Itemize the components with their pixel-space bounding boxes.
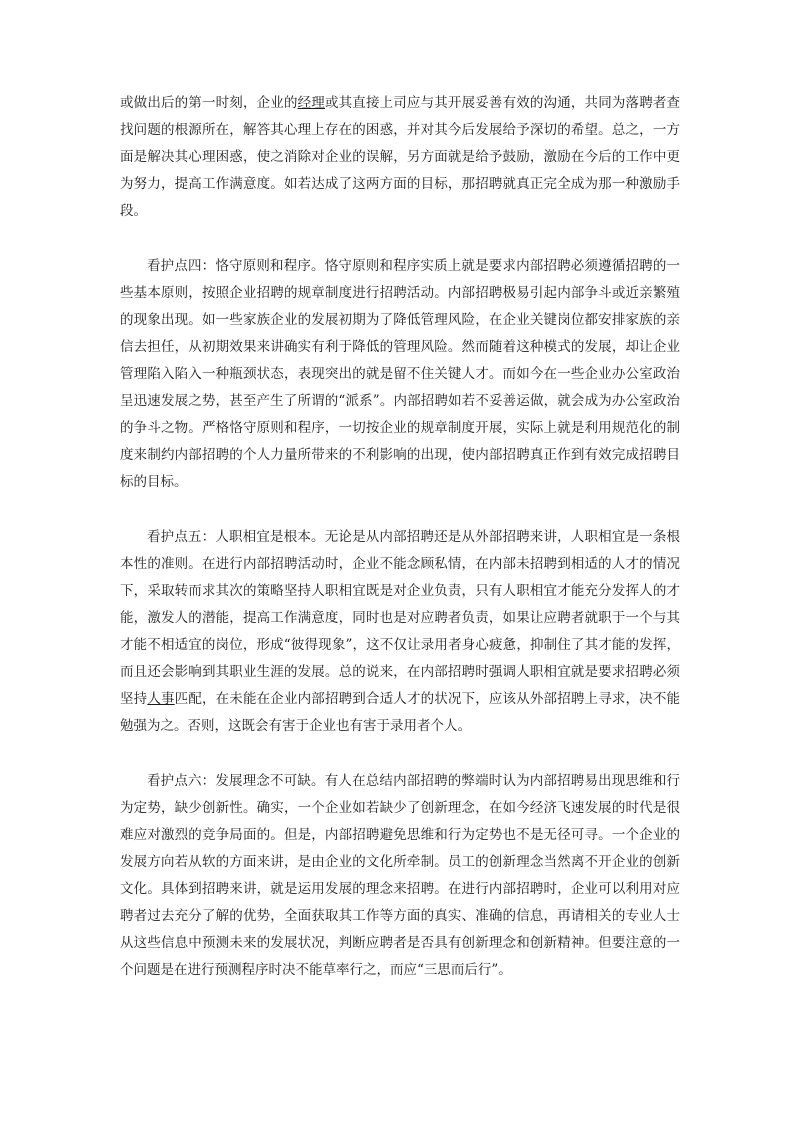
paragraph-p4 bbox=[120, 768, 680, 984]
text-segment: 看护点五：人职相宜是根本。无论是从内部招聘还是从外部招聘来讲，人职相宜是一条根本性的准则。在进行内部招聘活动时，企业不能念顾私情，在内部未招聘到相适的人才的情况下，采取转而求其次的策略坚持人职相宜既是对企业负责，只有人职相宜才能充分发挥人的才能，激发人的潜能，提高工作满意度，同时也是对应聘者负责，如果让应聘者就职于一个与其才能不相适宜的岗位，形成“彼得现象”，这不仅让录用者身心疲惫，抑制住了其才能的发挥，而且还会影响到其职业生涯的发展。总的说来，在内部招聘时强调人职相宜就是要求招聘必须坚持 bbox=[120, 529, 680, 707]
paragraph-p2 bbox=[120, 253, 680, 496]
text-segment: 看护点六：发展理念不可缺。有人在总结内部招聘的弊端时认为内部招聘易出现思维和行为定势，缺少创新性。确实，一个企业如若缺少了创新理念，在如今经济飞速发展的时代是很难应对激烈的竞争局面的。但是，内部招聘避免思维和行为定势也不是无径可寻。一个企业的发展方向若从软的方面来讲，是由企业的文化所牵制。员工的创新理念当然离不开企业的创新文化。具体到招聘来讲，就是运用发展的理念来招聘。在进行内部招聘时，企业可以利用对应聘者过去充分了解的优势，全面获取其工作等方面的真实、准确的信息，再请相关的专业人士从这些信息中预测未来的发展状况，判断应聘者是否具有创新理念和创新精神。但要注意的一个问题是在进行预测程序时决不能草率行之，而应“三思而后行”。 bbox=[120, 773, 680, 978]
underlined-term-personnel: 人事 bbox=[147, 691, 175, 707]
text-segment: 或其直接上司应与其开展妥善有效的沟通，共同为落聘者查找问题的根源所在，解答其心理上存在的困惑，并对其今后发展给予深切的希望。总之，一方面是解决其心理困惑，使之消除对企业的误解，另方面就是给予鼓励，激励在今后的工作中更为努力，提高工作满意度。如若达成了这两方面的目标，那招聘就真正完全成为那一种激励手段。 bbox=[120, 95, 681, 219]
text-segment: 看护点四：恪守原则和程序。恪守原则和程序实质上就是要求内部招聘必须遵循招聘的一些基本原则，按照企业招聘的规章制度进行招聘活动。内部招聘极易引起内部争斗或近亲繁殖的现象出现。如一些家族企业的发展初期为了降低管理风险，在企业关键岗位都安排家族的亲信去担任，从初期效果来讲确实有利于降低的管理风险。然而随着这种模式的发展，却让企业管理陷入陷入一种瓶颈状态，表现突出的就是留不住关键人才。而如今在一些企业办公室政治呈迅速发展之势，甚至产生了所谓的“派系”。内部招聘如若不妥善运做，就会成为办公室政治的争斗之物。严格恪守原则和程序，一切按企业的规章制度开展，实际上就是利用规范化的制度来制约内部招聘的个人力量所带来的不利影响的出现，使内部招聘真正作到有效完成招聘目标的目标。 bbox=[120, 258, 680, 490]
paragraph-p3 bbox=[120, 524, 680, 740]
text-segment: 或做出后的第一时刻，企业的 bbox=[120, 95, 298, 111]
paragraph-p1 bbox=[120, 90, 680, 225]
document-page bbox=[120, 90, 680, 1012]
underlined-term-manager: 经理 bbox=[297, 95, 325, 111]
text-segment: 匹配，在未能在企业内部招聘到合适人才的状况下，应该从外部招聘上寻求，决不能勉强为之。否则，这既会有害于企业也有害于录用者个人。 bbox=[120, 691, 681, 734]
